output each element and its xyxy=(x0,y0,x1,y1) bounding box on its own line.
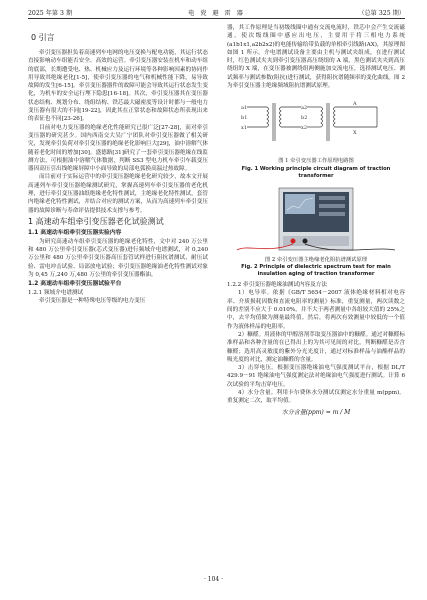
formula-rhs: = m / M xyxy=(325,408,351,416)
total-issue-label: （总第 325 期） xyxy=(358,10,405,17)
label-a1: a1 xyxy=(241,105,248,112)
right-column xyxy=(227,24,405,417)
label-b2: b2 xyxy=(301,115,308,122)
figure-1-caption-en: Fig. 1 Working principle circuit diagram of traction transformer xyxy=(241,165,391,179)
figure-1-caption-cn: 图 1 牵引变压器工作原理电路图 xyxy=(278,158,354,165)
formula-lhs: 水分含量(ppm) xyxy=(281,408,324,416)
label-x2: x2 xyxy=(301,125,308,132)
paragraph: 牵引变压器是一种特殊电压等级的电力变压 xyxy=(39,297,146,304)
label-b1: b1 xyxy=(241,115,248,122)
page-number: · 104 · xyxy=(203,576,224,583)
running-header xyxy=(28,4,405,18)
subsubsection-title: 1.2.1 频域介电谱测试 xyxy=(28,289,84,296)
dielectric-test-setup-illustration xyxy=(227,184,405,256)
issue-label: 2025 年第 3 期 xyxy=(28,10,73,17)
figure-2-caption-cn: 图 2 牵引变压器主绝缘老化阻抗谱测试原理 xyxy=(264,256,368,263)
label-x1: x1 xyxy=(241,125,248,132)
label-a2: a2 xyxy=(301,105,308,112)
transformer-circuit-diagram xyxy=(227,93,405,157)
list-item: 3）击穿电压。根据变压器绝缘油电气强度测试平台，根据 DL/T 429.9－91 绝缘油电气强度测定法对绝缘油电气强度进行测试。计算 6 次试验的平均击穿电压。 xyxy=(227,365,405,388)
label-X: X xyxy=(353,130,357,137)
list-item: 1）电导率。依据《GB/T 5654－2007 液体绝缘材料相对电容率、介质损耗因数和直流电阻率的测量》标准，重复测量，两次读数之间的差别不应大于 0.010%，并不大于两者测量中各组较大值的 25%之中，去平均值做为测量最终值。然后，将两次有效测量中较低的一个值作为液体样品的电阻率。 xyxy=(227,290,405,330)
subsubsection-title: 1.2.2 牵引变压器绝缘油测试内容及方法 xyxy=(227,282,327,289)
figure-1-circuit xyxy=(227,93,405,157)
list-item: 2）糠醛。用液体的甲醇溶剂萃取变压器油中的糠醛。通过对糠醛标准样品和各种含量的在已得出上的为其可见间的对比，判断糠醛是否含糠醛；选用高灵敏度的紫外分光光度计，通过对标准样品与油酯样品的吸光度的对比，测定油糠醛的含量。 xyxy=(227,331,405,363)
figure-2-photo xyxy=(227,184,405,256)
paragraph: 为研究高速动车组牵引变压器的绝缘老化特性，文中对 240 万公里和 480 万公里牵引变压器(芯式变压器)进行频域介电谱测试，对 0,240 万公里和 480 万公里牵引变压器高压套管试样进行阻抗谱测试、耐压试验、雷电冲击试验、局部放电试验；牵引变压器绝缘油老化特性测试对象为 0,45 万,240 万,480 万公里的牵引变压器酯油。 xyxy=(28,238,208,278)
label-A: A xyxy=(353,101,357,108)
water-content-formula xyxy=(227,409,405,417)
section-title-1: 1 高速动车组牵引变压器老化试验测试 xyxy=(28,216,164,226)
paragraph: 器，其工作原理是当初级线圈中通有交流电流时，铁芯中会产生交流磁通，使次级线圈中感应出电压，主要用于将三相电力系统(a1b1x1,a2b2x2)的电能传输给带负载的单相牵引线路(AX)，其原理图如图 1 所示。介电谱测试设备主要由主机与测试夹组成，在进行测试时，红色测试夹夹到牵引变压器高压绕组的 A 端，黑色测试夹夹到高压绕组的 X 端，在变压器被测绕组两侧施加交流电压，选择测试电压、测试频率与测试参数(阻抗)进行测试，获得阻抗谱随频率的变化曲线。图 2 为牵引变压器主绝缘频域阻抗谱测试原理。 xyxy=(227,25,405,90)
paragraph: 目前对电力变压器的绝缘老化性能研究已很广泛[27-28]，而对牵引变压器的研究甚少。国内西南交大吴广宁团队对牵引变压器做了相关研究，发现牵引负荷对牵引变压器的绝缘老化影响巨大[29]，油中溶解气体随着老化时间的增加[30]。盛德路[31]研究了一套牵引变压器绝缘在线监测方法，可根据油中溶解气体数据，判断 SS3 型电力机车牵引车载变压器因高压引出线绝缘屏障中小面导致的局部电弧换高温过热故障。 xyxy=(28,124,208,173)
left-column xyxy=(28,24,208,305)
paragraph: 牵引变压器担负着高速列车电网的电压变换与配电功能，其运行状态直接影响动车组能否安全、高效的运营。牵引变压器安装在机车和动车组的底部，长期遭受电、热、机械应力及运行环境等各种影响因素的协同作用导致其绝缘老化[1-5]，使牵引变压器的电气和机械性能下降，易导致故障的发生[6-15]。牵引变压器器件的故障可能会导致其运行状态发生变化，为机车的安全运行埋下隐患[16-18]。其次，牵引变压器其在变压器状态结构、规划分布、绕组结构、铁芯最大磁密度等设计时都与一般电力变压器有很大的不同[19-22]，因此其在正常状态和故障状态所表现出来的表征也不同[23-26]。 xyxy=(28,50,208,123)
list-item: 4）水分含量。利用卡尔费休水分测试仪测定水分重量 m(ppm)。重复测定二次，取平均值。 xyxy=(227,390,405,405)
section-title-intro: 0 引言 xyxy=(31,33,55,42)
subsection-title: 1.2 高速动车组牵引变压器试验平台 xyxy=(28,281,122,288)
figure-2-caption-en: Fig. 2 Principle of dielectric spectrum test for main insulation aging of traction transformer xyxy=(241,264,391,278)
paragraph: 而目前对于实际运营中的牵引变压器绝缘老化研究较少，故本文开展高速列车牵引变压器绝缘测试研究，掌握高速列车牵引变压器的老化机理，进行牵引变压器油纸绝缘老化特性测试，主绝缘老化特性测试，套管内绝缘老化特性测试，并结合对应的测试方案，从而为高速列车牵引变压器的故障诊断与寿命评估提供技术支撑与参考。 xyxy=(28,174,208,214)
subsection-title: 1.1 高速动车组牵引变压器实验内容 xyxy=(28,230,122,237)
journal-title: 电 瓷 避 雷 器 xyxy=(188,10,245,17)
header-rule xyxy=(28,18,405,19)
